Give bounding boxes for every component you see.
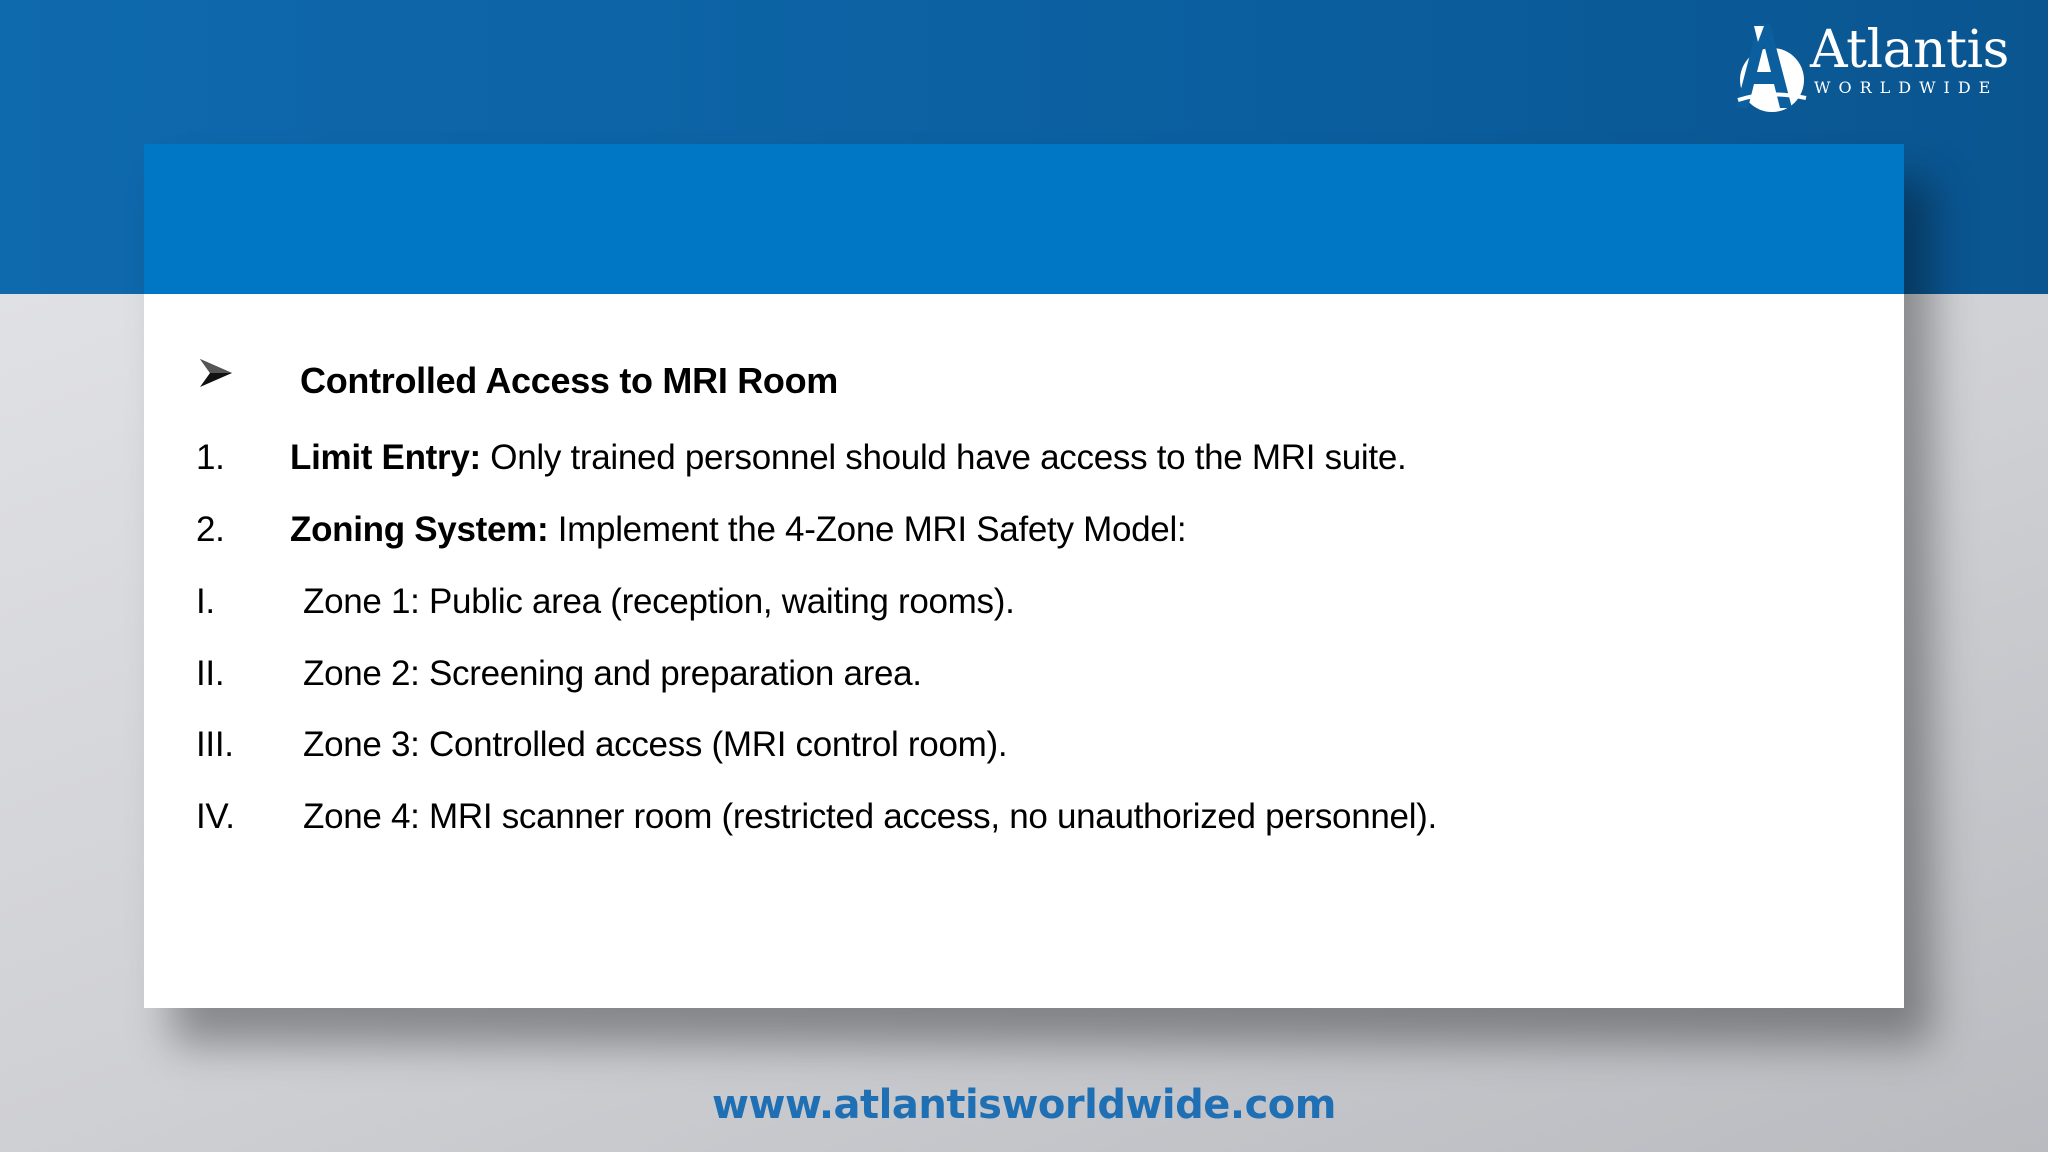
list-text: Implement the 4-Zone MRI Safety Model:: [548, 510, 1187, 549]
zone-marker: III.: [196, 725, 234, 764]
section-heading: [196, 360, 838, 402]
list-label: Limit Entry:: [290, 438, 481, 477]
atlantis-a-logo-icon: [1728, 20, 1812, 120]
brand-name: Atlantis: [1810, 20, 2009, 80]
list-item: [196, 510, 1186, 550]
zone-text: Zone 2: Screening and preparation area.: [303, 654, 922, 693]
zone-text: Zone 1: Public area (reception, waiting rooms).: [303, 582, 1015, 621]
arrow-bullet-icon: [196, 353, 236, 393]
list-marker: 2.: [196, 510, 225, 549]
zone-text: Zone 4: MRI scanner room (restricted access, no unauthorized personnel).: [303, 797, 1437, 836]
brand-tagline: WORLDWIDE: [1814, 78, 1999, 97]
list-marker: 1.: [196, 438, 225, 477]
zone-item: [196, 582, 1015, 622]
zone-item: [196, 654, 922, 694]
zone-marker: II.: [196, 654, 225, 693]
brand-logo: [1728, 20, 2028, 120]
zone-text: Zone 3: Controlled access (MRI control room).: [303, 725, 1008, 764]
zone-marker: I.: [196, 582, 215, 621]
list-label: Zoning System:: [290, 510, 549, 549]
list-text: Only trained personnel should have access to the MRI suite.: [480, 438, 1407, 477]
list-item: [196, 438, 1406, 478]
zone-marker: IV.: [196, 797, 235, 836]
zone-item: [196, 725, 1007, 765]
zone-item: [196, 797, 1437, 837]
website-link[interactable]: www.atlantisworldwide.com: [712, 1082, 1336, 1128]
slide-card: [144, 144, 1904, 1008]
card-header: [144, 144, 1904, 294]
heading-text: Controlled Access to MRI Room: [300, 360, 839, 401]
